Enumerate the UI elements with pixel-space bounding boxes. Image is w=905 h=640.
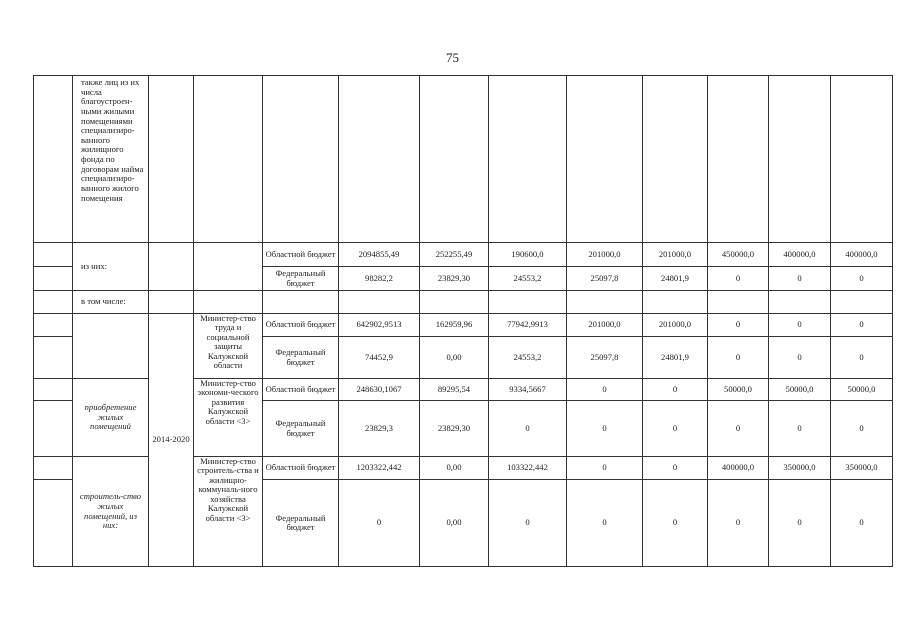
- blank-cell: [831, 76, 893, 243]
- blank-cell: [567, 291, 643, 314]
- value-cell: 0: [567, 480, 643, 567]
- row-label: приобретение жилых помещений: [73, 379, 149, 457]
- value-cell: 0: [769, 480, 831, 567]
- row-label: из них:: [73, 243, 149, 291]
- table-row: [34, 76, 893, 243]
- value-cell: 0: [769, 267, 831, 291]
- budget-source: Федеральный бюджет: [263, 267, 339, 291]
- budget-source: Федеральный бюджет: [263, 480, 339, 567]
- budget-source: Областной бюджет: [263, 314, 339, 337]
- ministry-name: Министер-ство строитель-ства и жилищно-коммуналь-ного хозяйства Калужской области <3>: [194, 457, 263, 567]
- blank-cell: [194, 243, 263, 291]
- blank-cell: [34, 314, 73, 337]
- table-row: [34, 314, 893, 337]
- ministry-name: Министер-ство труда и социальной защиты Калужской области: [194, 314, 263, 379]
- blank-cell: [34, 76, 73, 243]
- value-cell: 89295,54: [420, 379, 489, 401]
- value-cell: 201000,0: [643, 243, 708, 267]
- value-cell: 0: [831, 480, 893, 567]
- blank-cell: [73, 314, 149, 379]
- blank-cell: [149, 76, 194, 243]
- ministry-name: Министер-ство экономи-ческого развития Калужской области <3>: [194, 379, 263, 457]
- value-cell: 24801,9: [643, 267, 708, 291]
- blank-cell: [263, 291, 339, 314]
- value-cell: 190600,0: [489, 243, 567, 267]
- blank-cell: [34, 379, 73, 401]
- value-cell: 50000,0: [769, 379, 831, 401]
- blank-cell: [34, 243, 73, 267]
- value-cell: 0: [567, 401, 643, 457]
- blank-cell: [643, 76, 708, 243]
- blank-cell: [149, 243, 194, 291]
- value-cell: 201000,0: [643, 314, 708, 337]
- value-cell: 0,00: [420, 480, 489, 567]
- blank-cell: [420, 291, 489, 314]
- page-number: 75: [446, 50, 459, 65]
- value-cell: 0: [643, 457, 708, 480]
- value-cell: 0: [708, 401, 769, 457]
- blank-cell: [489, 291, 567, 314]
- value-cell: 0: [489, 480, 567, 567]
- budget-source: Федеральный бюджет: [263, 401, 339, 457]
- value-cell: 0: [831, 314, 893, 337]
- value-cell: 400000,0: [831, 243, 893, 267]
- value-cell: 74452,9: [339, 337, 420, 379]
- blank-cell: [643, 291, 708, 314]
- value-cell: 450000,0: [708, 243, 769, 267]
- budget-source: Областной бюджет: [263, 243, 339, 267]
- value-cell: 0: [831, 337, 893, 379]
- value-cell: 9334,5667: [489, 379, 567, 401]
- value-cell: 252255,49: [420, 243, 489, 267]
- value-cell: 103322,442: [489, 457, 567, 480]
- blank-cell: [708, 76, 769, 243]
- blank-cell: [194, 76, 263, 243]
- blank-cell: [263, 76, 339, 243]
- blank-cell: [769, 76, 831, 243]
- value-cell: 0: [769, 401, 831, 457]
- blank-cell: [339, 291, 420, 314]
- value-cell: 0: [643, 401, 708, 457]
- blank-cell: [34, 401, 73, 457]
- row-label: в том числе:: [73, 291, 149, 314]
- row-label: также лиц из их числа благоустроен-ными жилыми помещениями специализиро-ванного жилищного фонда по договорам найма специализиро-ванного жилого помещения: [73, 76, 149, 243]
- budget-source: Областной бюджет: [263, 457, 339, 480]
- value-cell: 400000,0: [769, 243, 831, 267]
- value-cell: 50000,0: [831, 379, 893, 401]
- table-row: [34, 291, 893, 314]
- value-cell: 1203322,442: [339, 457, 420, 480]
- value-cell: 0: [339, 480, 420, 567]
- budget-source: Областной бюджет: [263, 379, 339, 401]
- value-cell: 25097,8: [567, 267, 643, 291]
- value-cell: 24801,9: [643, 337, 708, 379]
- blank-cell: [149, 291, 194, 314]
- value-cell: 23829,3: [339, 401, 420, 457]
- value-cell: 24553,2: [489, 267, 567, 291]
- value-cell: 248630,1067: [339, 379, 420, 401]
- value-cell: 2094855,49: [339, 243, 420, 267]
- value-cell: 0: [708, 337, 769, 379]
- value-cell: 201000,0: [567, 314, 643, 337]
- blank-cell: [339, 76, 420, 243]
- value-cell: 25097,8: [567, 337, 643, 379]
- value-cell: 0: [769, 314, 831, 337]
- row-label: строитель-ство жилых помещений, из них:: [73, 457, 149, 567]
- blank-cell: [769, 291, 831, 314]
- value-cell: 0: [567, 457, 643, 480]
- value-cell: 0: [643, 379, 708, 401]
- blank-cell: [420, 76, 489, 243]
- value-cell: 0: [769, 337, 831, 379]
- budget-source: Федеральный бюджет: [263, 337, 339, 379]
- value-cell: 0: [567, 379, 643, 401]
- value-cell: 400000,0: [708, 457, 769, 480]
- value-cell: 50000,0: [708, 379, 769, 401]
- table-row: [34, 243, 893, 267]
- budget-table: [33, 75, 893, 567]
- blank-cell: [34, 457, 73, 480]
- blank-cell: [34, 267, 73, 291]
- blank-cell: [34, 291, 73, 314]
- blank-cell: [194, 291, 263, 314]
- value-cell: 0: [643, 480, 708, 567]
- value-cell: 201000,0: [567, 243, 643, 267]
- value-cell: 0,00: [420, 457, 489, 480]
- value-cell: 0,00: [420, 337, 489, 379]
- value-cell: 0: [831, 267, 893, 291]
- value-cell: 0: [708, 267, 769, 291]
- blank-cell: [489, 76, 567, 243]
- blank-cell: [34, 337, 73, 379]
- value-cell: 350000,0: [769, 457, 831, 480]
- value-cell: 77942,9913: [489, 314, 567, 337]
- blank-cell: [567, 76, 643, 243]
- value-cell: 0: [489, 401, 567, 457]
- value-cell: 23829,30: [420, 267, 489, 291]
- value-cell: 162959,96: [420, 314, 489, 337]
- value-cell: 98282,2: [339, 267, 420, 291]
- value-cell: 24553,2: [489, 337, 567, 379]
- value-cell: 642902,9513: [339, 314, 420, 337]
- value-cell: 23829,30: [420, 401, 489, 457]
- value-cell: 0: [831, 401, 893, 457]
- blank-cell: [831, 291, 893, 314]
- value-cell: 0: [708, 480, 769, 567]
- value-cell: 0: [708, 314, 769, 337]
- blank-cell: [34, 480, 73, 567]
- period-cell: 2014-2020: [149, 314, 194, 567]
- value-cell: 350000,0: [831, 457, 893, 480]
- blank-cell: [708, 291, 769, 314]
